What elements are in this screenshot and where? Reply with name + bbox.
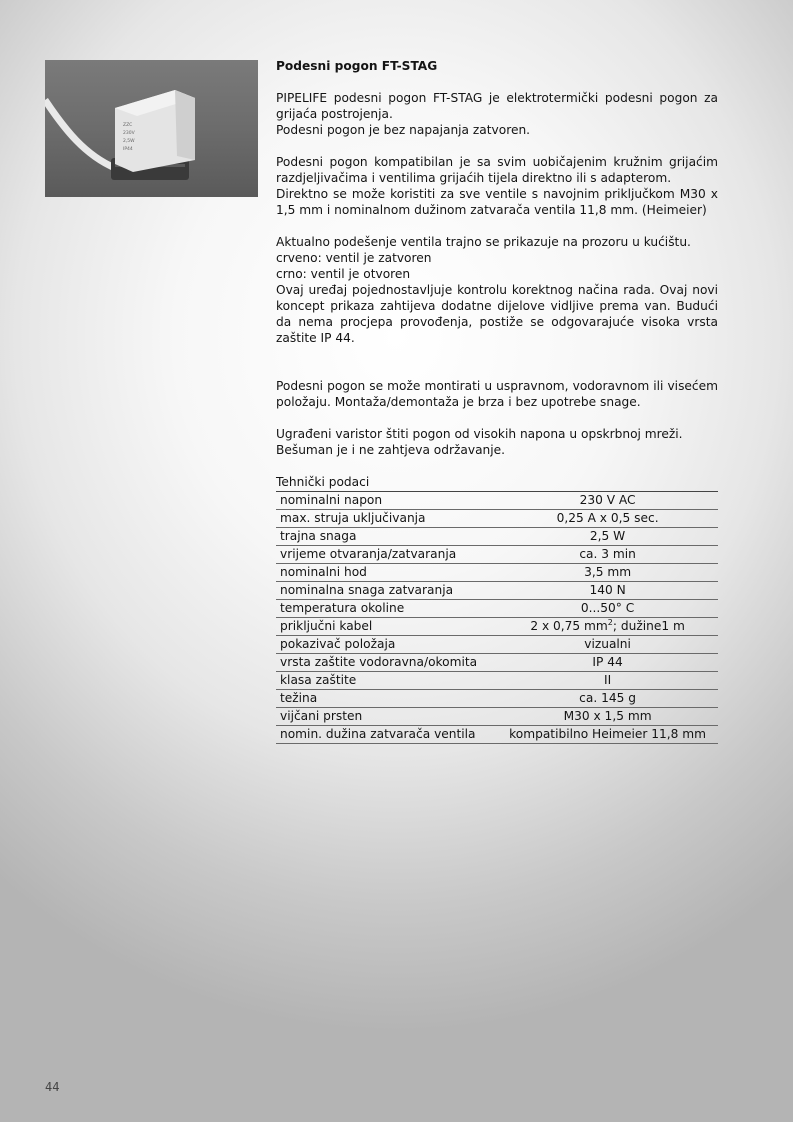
- compatibility-paragraph: Podesni pogon kompatibilan je sa svim uobičajenim kružnim grijaćim razdjeljivačima i ventilima grijaćih tijela direktno ili s adapterom.: [276, 155, 718, 185]
- spec-value: M30 x 1,5 mm: [497, 708, 718, 726]
- spec-label: max. struja uključivanja: [276, 510, 497, 528]
- spec-value-superscript: 2: [607, 617, 613, 627]
- table-row: [276, 600, 718, 618]
- spec-value: 230 V AC: [497, 492, 718, 510]
- indicator-paragraph: Aktualno podešenje ventila trajno se prikazuje na prozoru u kućištu.: [276, 235, 691, 249]
- spec-label: nomin. dužina zatvarača ventila: [276, 726, 497, 744]
- spec-value: [497, 618, 718, 636]
- table-row: [276, 546, 718, 564]
- housing-label-line: 2,5W: [123, 139, 135, 144]
- spec-label: vrsta zaštite vodoravna/okomita: [276, 654, 497, 672]
- mounting-paragraph: Podesni pogon se može montirati u uspravnom, vodoravnom ili visećem položaju. Montaža/demontaža je brza i bez upotrebe snage.: [276, 379, 718, 409]
- spec-value: vizualni: [497, 636, 718, 654]
- product-photo: [45, 60, 258, 197]
- spec-value: 2,5 W: [497, 528, 718, 546]
- spec-value: ca. 145 g: [497, 690, 718, 708]
- spec-label: težina: [276, 690, 497, 708]
- table-row: [276, 726, 718, 744]
- indicator-black-text: crno: ventil je otvoren: [276, 267, 411, 281]
- concept-paragraph: Ovaj uređaj pojednostavljuje kontrolu korektnog načina rada. Ovaj novi koncept prikaza zahtijeva dodatne dijelove vidljive prema van. Budući da nema procjepa provođenja, postiže se odgovarajuće visoka vrsta zaštite IP 44.: [276, 283, 718, 345]
- table-row: [276, 672, 718, 690]
- table-row: [276, 582, 718, 600]
- housing-label-line: ZZC: [123, 123, 133, 128]
- housing-label-line: IP44: [123, 147, 133, 152]
- table-row: [276, 528, 718, 546]
- specs-heading: Tehnički podaci: [276, 475, 370, 489]
- housing-label-line: 230V: [123, 131, 135, 136]
- noise-paragraph: Bešuman je i ne zahtjeva održavanje.: [276, 443, 506, 457]
- table-row: [276, 618, 718, 636]
- specs-table: [276, 491, 718, 744]
- compatibility-paragraph: Direktno se može koristiti za sve ventile s navojnim priključkom M30 x 1,5 mm i nominalnom dužinom zatvarača ventila 11,8 mm. (Heimeier): [276, 187, 718, 217]
- table-row: [276, 690, 718, 708]
- spec-label: temperatura okoline: [276, 600, 497, 618]
- page-number: 44: [45, 1080, 60, 1094]
- table-row: [276, 708, 718, 726]
- spec-value: 0,25 A x 0,5 sec.: [497, 510, 718, 528]
- spec-label: priključni kabel: [276, 618, 497, 636]
- table-row: [276, 636, 718, 654]
- spec-value: 0...50° C: [497, 600, 718, 618]
- spec-label: nominalni hod: [276, 564, 497, 582]
- spec-label: nominalna snaga zatvaranja: [276, 582, 497, 600]
- spec-value: 3,5 mm: [497, 564, 718, 582]
- intro-paragraph: PIPELIFE podesni pogon FT-STAG je elektrotermički podesni pogon za grijaća postrojenja.: [276, 91, 718, 121]
- spec-label: pokazivač položaja: [276, 636, 497, 654]
- table-row: [276, 510, 718, 528]
- main-content: [276, 58, 718, 744]
- spec-label: trajna snaga: [276, 528, 497, 546]
- intro-paragraph: Podesni pogon je bez napajanja zatvoren.: [276, 123, 531, 137]
- spec-label: vrijeme otvaranja/zatvaranja: [276, 546, 497, 564]
- spec-value: IP 44: [497, 654, 718, 672]
- spec-value: 140 N: [497, 582, 718, 600]
- varistor-paragraph: Ugrađeni varistor štiti pogon od visokih napona u opskrbnoj mreži.: [276, 427, 683, 441]
- page-title: Podesni pogon FT-STAG: [276, 59, 438, 73]
- spec-label: klasa zaštite: [276, 672, 497, 690]
- actuator-illustration: [45, 60, 258, 197]
- indicator-red-text: crveno: ventil je zatvoren: [276, 251, 432, 265]
- table-row: [276, 564, 718, 582]
- spec-value: ca. 3 min: [497, 546, 718, 564]
- spec-value: kompatibilno Heimeier 11,8 mm: [497, 726, 718, 744]
- spec-label: vijčani prsten: [276, 708, 497, 726]
- table-row: [276, 654, 718, 672]
- spec-label: nominalni napon: [276, 492, 497, 510]
- table-row: [276, 492, 718, 510]
- spec-value: II: [497, 672, 718, 690]
- spec-value-suffix: ; dužine1 m: [612, 619, 685, 633]
- spec-value-main: 2 x 0,75 mm: [530, 619, 608, 633]
- cable-shape: [45, 100, 115, 168]
